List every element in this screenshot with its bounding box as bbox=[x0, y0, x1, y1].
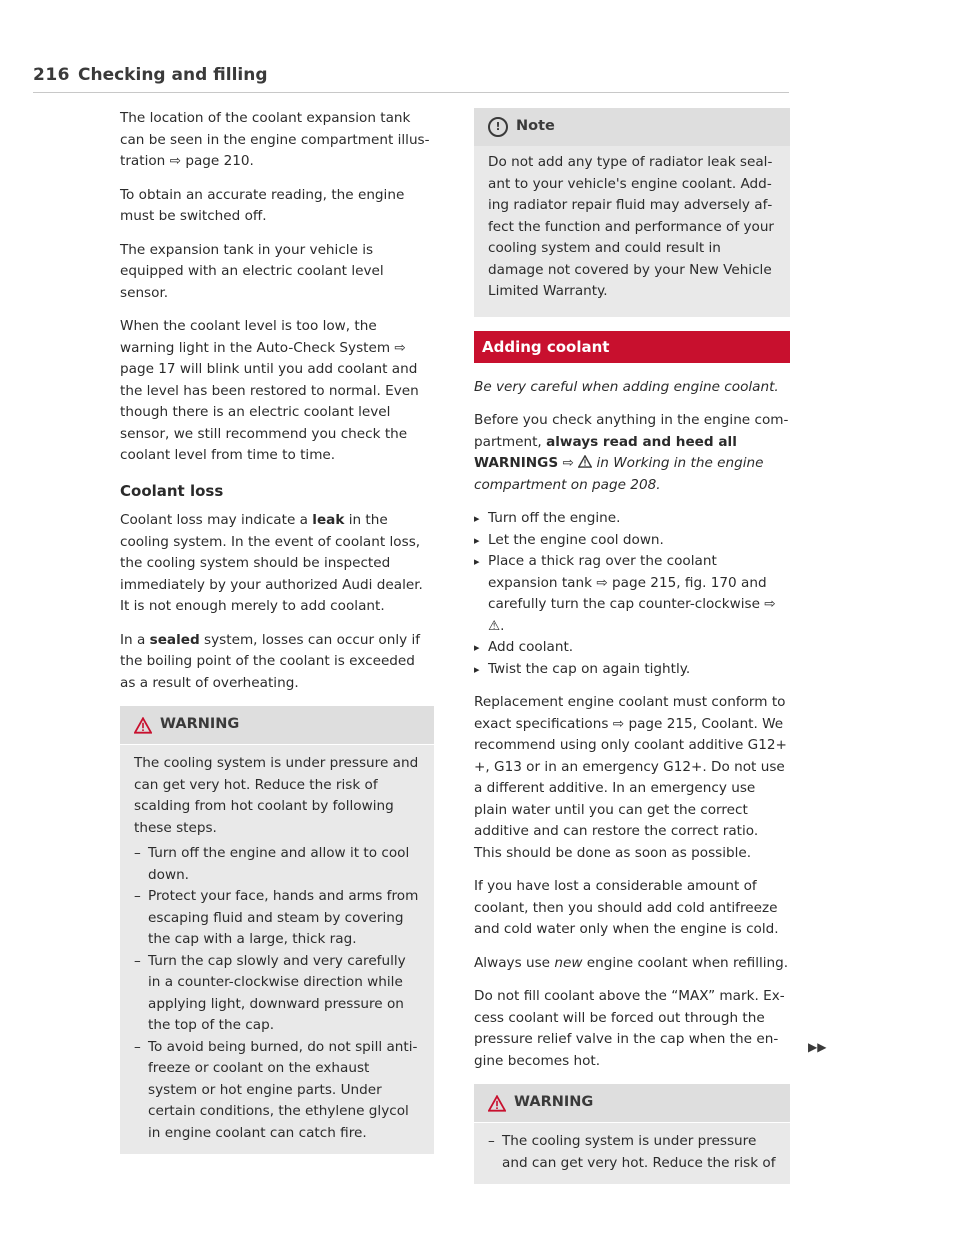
text-run-bold: leak bbox=[312, 512, 345, 528]
text-run: ⇨ bbox=[558, 455, 579, 471]
text-run-bold: always read and heed all WARNINGS bbox=[474, 433, 737, 471]
warning-body bbox=[134, 753, 420, 1144]
paragraph: Do not fill coolant above the “MAX” mark. Excess coolant will be forced out through the pressure relief valve in the cap when the engine becomes hot. bbox=[474, 988, 785, 1069]
list-item: – Turn off the engine and allow it to cool down. bbox=[134, 843, 420, 886]
page-number: 216 bbox=[33, 65, 70, 85]
text-run: Coolant loss may indicate a bbox=[120, 512, 313, 528]
text-run-italic: new bbox=[554, 954, 583, 971]
list-item: ▸ Add coolant. bbox=[474, 637, 790, 659]
warning-triangle-icon bbox=[134, 717, 152, 734]
warning-list bbox=[134, 843, 420, 1144]
warning-body bbox=[488, 1131, 776, 1174]
warning-title: WARNING bbox=[514, 1094, 594, 1111]
text-run: In a bbox=[120, 631, 150, 648]
text-run: Before you check anything in the engine compartment, bbox=[474, 412, 789, 450]
note-header bbox=[474, 108, 790, 146]
text-run: engine coolant when refilling. bbox=[582, 954, 789, 971]
note-icon: ! bbox=[488, 117, 508, 137]
right-column bbox=[474, 108, 790, 1198]
page-header bbox=[33, 62, 789, 93]
list-item: – Turn the cap slowly and very carefully in a counter-clockwise direction while applying light, downward pressure on the top of the cap. bbox=[134, 951, 420, 1037]
list-item: – Protect your face, hands and arms from escaping fluid and steam by covering the cap with a large, thick rag. bbox=[134, 886, 420, 951]
continue-arrow-icon: ▶▶ bbox=[808, 1040, 827, 1054]
paragraph: If you have lost a considerable amount of coolant, then you should add cold antifreeze and cold water only when the engine is cold. bbox=[474, 878, 779, 937]
text-run: Always use bbox=[474, 954, 555, 971]
list-item: ▸ Turn off the engine. bbox=[474, 508, 790, 530]
paragraph bbox=[120, 510, 434, 618]
note-text: Do not add any type of radiator leak sealant to your vehicle's engine coolant. Adding radiator repair fluid may adversely affect the function and performance of your cooling system and could result in damage not covered by your New Vehicle Limited Warranty. bbox=[488, 154, 775, 299]
warning-list bbox=[488, 1131, 776, 1174]
left-column bbox=[120, 108, 434, 1168]
section-title: Checking and filling bbox=[78, 65, 268, 85]
paragraph: Replacement engine coolant must conform to exact specifications ⇨ page 215, Coolant. We recommend using only coolant additive G12+ +, G13 or in an emergency G12+. Do not use a different additive. In an emergency use plain water until you can get the correct additive and can restore the correct ratio. This should be done as soon as possible. bbox=[474, 694, 787, 861]
note-box bbox=[474, 108, 790, 317]
section-bar-adding-coolant: Adding coolant bbox=[474, 331, 790, 363]
steps-list bbox=[474, 508, 790, 680]
warning-header bbox=[474, 1084, 790, 1123]
text-run-bold: sealed bbox=[149, 631, 200, 648]
note-title: Note bbox=[516, 118, 555, 135]
list-item: ▸ Twist the cap on again tightly. bbox=[474, 659, 790, 681]
warning-title: WARNING bbox=[160, 716, 240, 733]
text-run-italic: in Working in the engine compartment on page 208. bbox=[474, 455, 764, 493]
note-body bbox=[488, 152, 776, 303]
paragraph: The location of the coolant expansion tank can be seen in the engine compartment illustration ⇨ page 210. bbox=[120, 110, 430, 169]
paragraph bbox=[474, 410, 790, 496]
text-run: system, losses can occur only if the boiling point of the coolant is exceeded as a result of overheating. bbox=[120, 631, 421, 691]
paragraph: The expansion tank in your vehicle is equipped with an electric coolant level sensor. bbox=[120, 241, 384, 301]
warning-triangle-icon bbox=[488, 1095, 506, 1112]
subheading-coolant-loss: Coolant loss bbox=[120, 481, 224, 500]
text-run: in the cooling system. In the event of coolant loss, the cooling system should be inspected immediately by your authorized Audi dealer. It is not enough merely to add coolant. bbox=[120, 512, 423, 614]
paragraph: To obtain an accurate reading, the engine must be switched off. bbox=[120, 186, 405, 224]
warning-box bbox=[120, 706, 434, 1154]
paragraph bbox=[120, 630, 434, 695]
list-item: – The cooling system is under pressure and can get very hot. Reduce the risk of bbox=[488, 1131, 776, 1174]
warning-triangle-icon bbox=[578, 455, 592, 468]
list-item: – To avoid being burned, do not spill antifreeze or coolant on the exhaust system or hot engine parts. Under certain conditions, the ethylene glycol in engine coolant can catch fire. bbox=[134, 1037, 420, 1145]
list-item: ▸ Let the engine cool down. bbox=[474, 530, 790, 552]
warning-header bbox=[120, 706, 434, 745]
paragraph: When the coolant level is too low, the warning light in the Auto-Check System ⇨ page 17 will blink until you add coolant and the level has been restored to normal. Even though there is an electric coolant level sensor, we still recommend you check the coolant level from time to time. bbox=[120, 318, 419, 463]
intro-italic: Be very careful when adding engine coolant. bbox=[474, 378, 779, 395]
warning-box-2 bbox=[474, 1084, 790, 1184]
paragraph bbox=[474, 953, 790, 975]
warning-intro: The cooling system is under pressure and can get very hot. Reduce the risk of scalding from hot coolant by following these steps. bbox=[134, 755, 419, 836]
list-item: ▸ Place a thick rag over the coolant expansion tank ⇨ page 215, fig. 170 and carefully turn the cap counter-clockwise ⇨ ⚠. bbox=[474, 551, 790, 637]
